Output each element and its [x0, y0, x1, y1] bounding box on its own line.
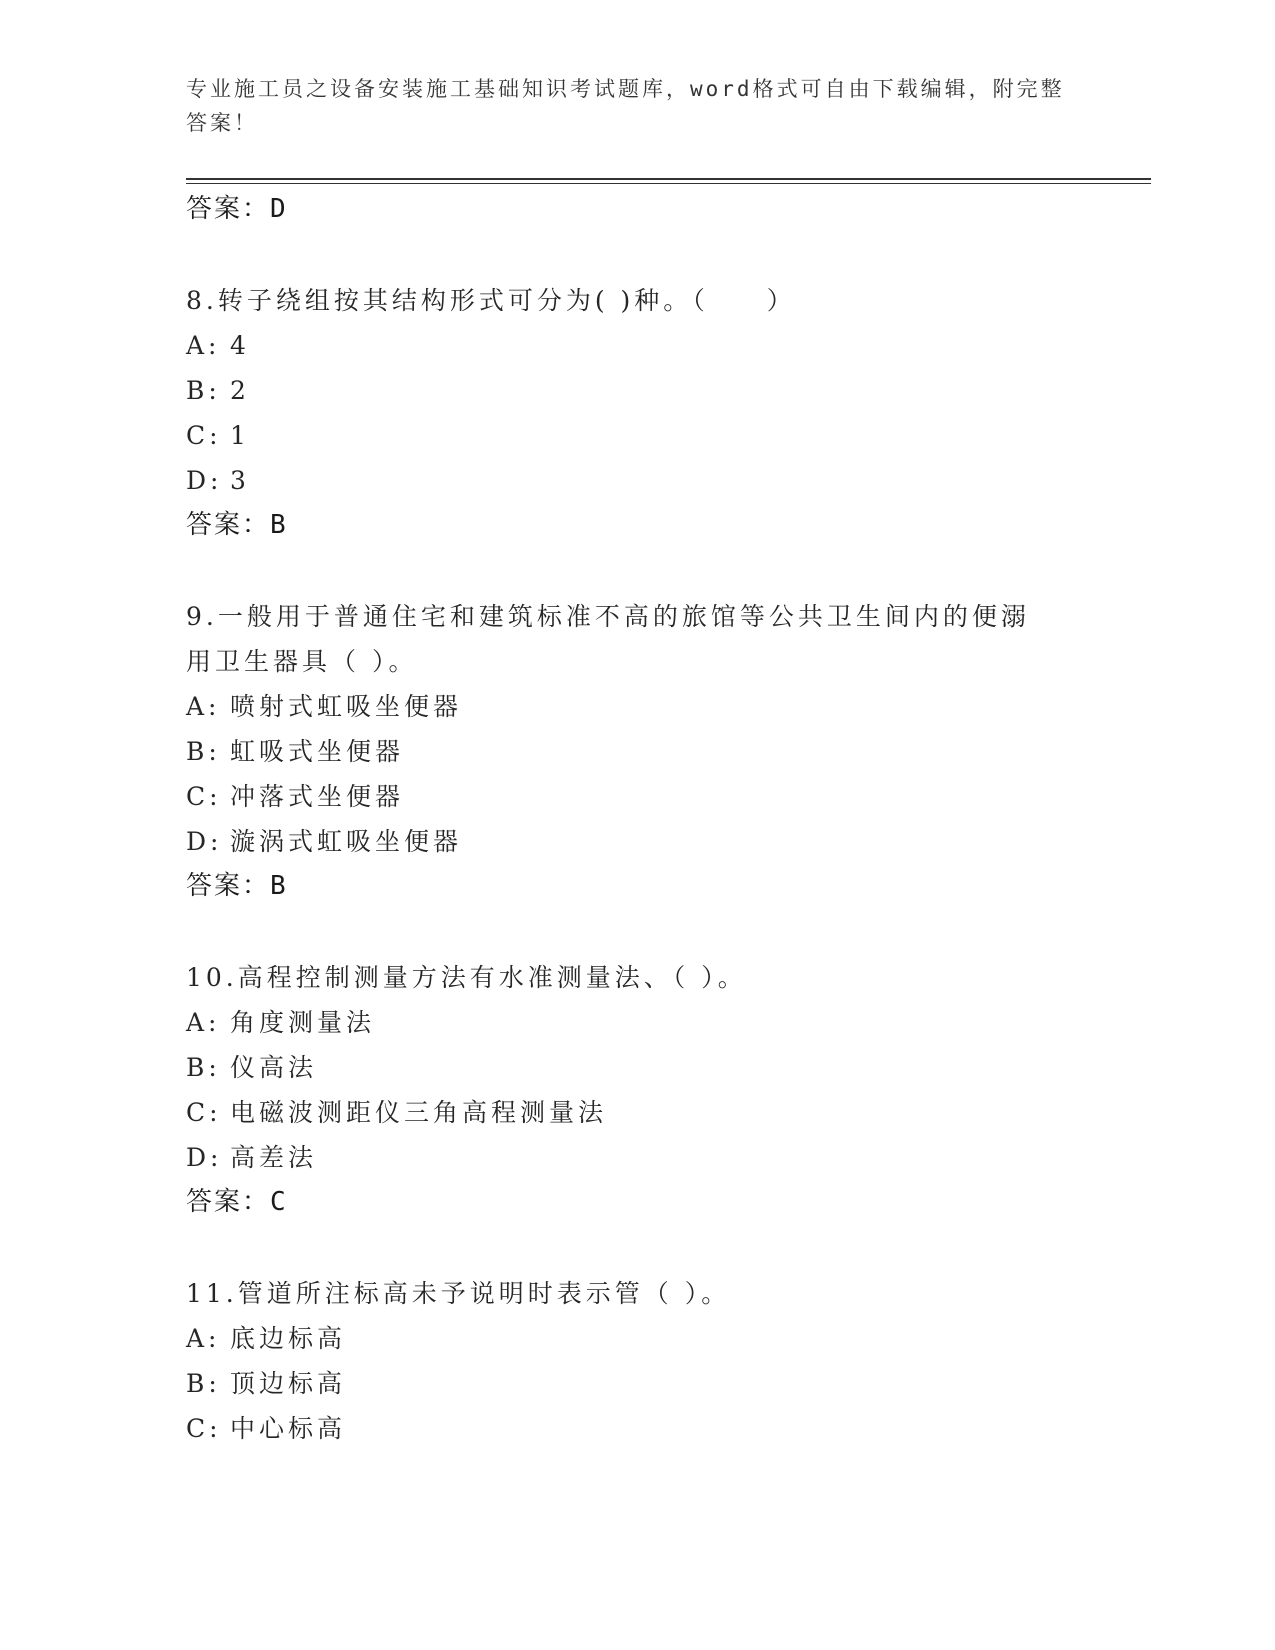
option-key: C: [186, 1098, 222, 1127]
option-text: 仪高法 [230, 1053, 318, 1082]
option-c [186, 1090, 1086, 1135]
option-text: 冲落式坐便器 [230, 782, 405, 811]
option-text: 4 [230, 331, 250, 360]
document-header: 专业施工员之设备安装施工基础知识考试题库，word格式可自由下载编辑，附完整答案！ [186, 77, 1065, 135]
question-stem: 11.管道所注标高未予说明时表示管（ ）。 [186, 1279, 731, 1308]
question-stem: 8.转子绕组按其结构形式可分为( )种。（ ） [186, 286, 796, 315]
option-b [186, 1361, 1086, 1406]
option-text: 底边标高 [230, 1324, 347, 1353]
option-text: 2 [230, 376, 250, 405]
option-text: 3 [230, 466, 250, 495]
question-11 [186, 1271, 1086, 1451]
option-d [186, 1135, 1086, 1180]
option-key: D: [186, 1143, 223, 1172]
question-10 [186, 955, 1086, 1225]
option-key: C: [186, 1414, 222, 1443]
option-key: B: [186, 376, 221, 405]
header-rule-thin [186, 183, 1151, 184]
answer-line: 答案：C [186, 1187, 288, 1217]
option-key: C: [186, 421, 222, 450]
option-a [186, 684, 1086, 729]
question-8 [186, 278, 1086, 548]
option-text: 电磁波测距仪三角高程测量法 [230, 1098, 608, 1127]
option-d [186, 819, 1086, 864]
option-text: 中心标高 [230, 1414, 347, 1443]
option-key: D: [186, 827, 223, 856]
option-key: A: [186, 331, 221, 360]
option-text: 高差法 [230, 1143, 318, 1172]
prior-answer: 答案：D [186, 194, 288, 224]
option-key: B: [186, 1369, 221, 1398]
option-key: B: [186, 1053, 221, 1082]
question-stem: 9.一般用于普通住宅和建筑标准不高的旅馆等公共卫生间内的便溺用卫生器具（ ）。 [186, 602, 1030, 676]
option-c [186, 413, 1086, 458]
option-text: 顶边标高 [230, 1369, 347, 1398]
header-rule-thick [186, 178, 1151, 180]
option-b [186, 729, 1086, 774]
question-stem: 10.高程控制测量方法有水准测量法、（ ）。 [186, 963, 747, 992]
option-text: 1 [230, 421, 250, 450]
option-key: A: [186, 1324, 221, 1353]
option-text: 虹吸式坐便器 [230, 737, 405, 766]
option-b [186, 368, 1086, 413]
option-key: D: [186, 466, 223, 495]
option-b [186, 1045, 1086, 1090]
option-a [186, 1000, 1086, 1045]
option-key: C: [186, 782, 222, 811]
option-text: 角度测量法 [230, 1008, 376, 1037]
option-c [186, 1406, 1086, 1451]
question-9 [186, 594, 1086, 909]
answer-line: 答案：B [186, 510, 288, 540]
option-a [186, 323, 1086, 368]
option-a [186, 1316, 1086, 1361]
option-key: B: [186, 737, 221, 766]
option-text: 喷射式虹吸坐便器 [230, 692, 463, 721]
answer-line: 答案：B [186, 871, 288, 901]
document-body [186, 187, 1086, 1451]
option-d [186, 458, 1086, 503]
option-text: 漩涡式虹吸坐便器 [230, 827, 463, 856]
option-key: A: [186, 1008, 221, 1037]
option-key: A: [186, 692, 221, 721]
option-c [186, 774, 1086, 819]
